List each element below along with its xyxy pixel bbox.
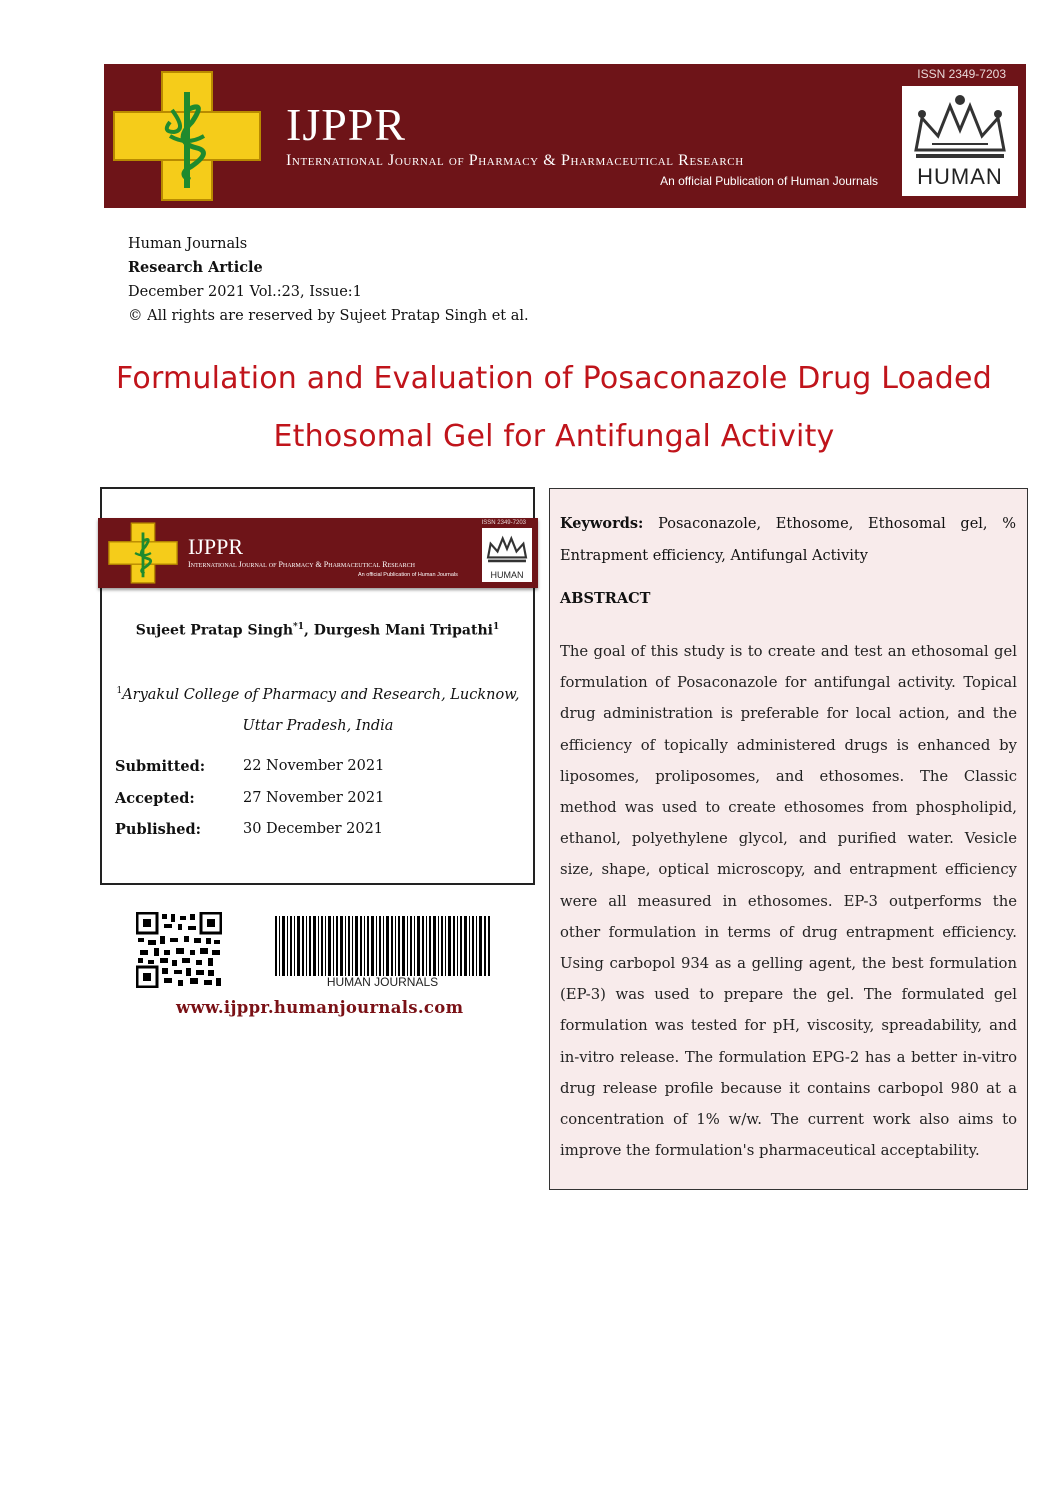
barcode-icon bbox=[275, 916, 490, 976]
pharmacy-cross-logo-icon bbox=[112, 70, 262, 202]
date-label: Submitted: bbox=[115, 758, 206, 775]
publication-dates bbox=[115, 758, 384, 853]
date-label: Accepted: bbox=[115, 789, 195, 807]
affiliation bbox=[108, 676, 528, 742]
abstract-body: The goal of this study is to create and test an ethosomal gel formulation of Posaconazole for antifungal activity. Topical drug administration is preferable for local action, and the efficiency of topically administered drugs is enhanced by liposomes, proliposomes, and ethosomes. The Classic method was used to create ethosomes from phospholipid, ethanol, polyethylene glycol, and purified water. Vesicle size, shape, optical microscopy, and entrapment efficiency were all measured in ethosomes. EP-3 outperforms the other formulation in terms of drug entrapment efficiency. Using carbopol 934 as a gelling agent, the best formulation (EP-3) was used to prepare the gel. The formulated gel formulation was tested for pH, viscosity, spreadability, and in-vitro release. The formulation EPG-2 has a better in-vitro drug release profile because it contains carbopol 980 at a concentration of 1% w/w. The current work also aims to improve the formulation's pharmaceutical acceptability. bbox=[560, 643, 1017, 1160]
date-row-published bbox=[115, 821, 384, 853]
title-line-1: Formulation and Evaluation of Posaconazole Drug Loaded bbox=[116, 361, 992, 396]
issn-label: ISSN 2349-7203 bbox=[917, 67, 1006, 81]
mini-journal-brand: IJPPR bbox=[188, 534, 244, 559]
article-title bbox=[104, 350, 1004, 466]
affil-mark: 1 bbox=[116, 686, 123, 696]
keywords-list: Posaconazole, Ethosome, Ethosomal gel, % Entrapment efficiency, Antifungal Activity bbox=[560, 516, 1016, 564]
article-meta bbox=[128, 232, 529, 328]
affil-line-2: Uttar Pradesh, India bbox=[242, 717, 394, 734]
affil-line-1: Aryakul College of Pharmacy and Research, Lucknow, bbox=[122, 686, 520, 703]
title-line-2: Ethosomal Gel for Antifungal Activity bbox=[273, 419, 835, 454]
crown-icon bbox=[902, 88, 1018, 168]
journal-website-link[interactable]: www.ijppr.humanjournals.com bbox=[176, 998, 464, 1017]
publisher-name: Human Journals bbox=[128, 236, 248, 252]
author-2: , Durgesh Mani Tripathi bbox=[304, 622, 493, 639]
mini-pharmacy-cross-logo-icon bbox=[108, 522, 178, 584]
copyright-line: © All rights are reserved by Sujeet Pratap Singh et al. bbox=[128, 308, 529, 324]
keywords bbox=[560, 508, 1016, 572]
mini-journal-official-tagline: An official Publication of Human Journals bbox=[358, 572, 458, 578]
date-value: 30 December 2021 bbox=[243, 821, 384, 837]
author-1: Sujeet Pratap Singh bbox=[135, 622, 294, 639]
mini-journal-banner bbox=[98, 518, 538, 588]
mini-human-publisher-logo bbox=[482, 528, 532, 582]
date-value: 22 November 2021 bbox=[243, 758, 385, 774]
mini-journal-full-name: International Journal of Pharmacy & Pharmaceutical Research bbox=[188, 560, 415, 569]
keywords-label: Keywords: bbox=[560, 515, 644, 532]
journal-full-name: International Journal of Pharmacy & Pharmaceutical Research bbox=[286, 152, 744, 169]
author-2-affil-mark: 1 bbox=[492, 622, 500, 632]
mini-issn-label: ISSN 2349-7203 bbox=[481, 520, 526, 526]
qr-code-icon bbox=[136, 912, 222, 988]
mini-human-logo-text: HUMAN bbox=[490, 570, 524, 580]
issue-info: December 2021 Vol.:23, Issue:1 bbox=[128, 284, 362, 300]
journal-brand: IJPPR bbox=[286, 99, 407, 150]
barcode-label: HUMAN JOURNALS bbox=[326, 975, 439, 989]
date-label: Published: bbox=[115, 821, 202, 838]
human-logo-text: HUMAN bbox=[917, 164, 1003, 189]
journal-official-tagline: An official Publication of Human Journals bbox=[660, 174, 878, 188]
author-list bbox=[100, 622, 535, 639]
abstract-heading: ABSTRACT bbox=[560, 590, 651, 607]
article-type: Research Article bbox=[128, 259, 263, 276]
date-row-submitted bbox=[115, 758, 384, 790]
human-publisher-logo bbox=[902, 86, 1018, 196]
author-1-affil-mark: *1 bbox=[293, 622, 305, 632]
mini-crown-icon bbox=[482, 528, 532, 568]
journal-banner bbox=[104, 64, 1026, 208]
date-value: 27 November 2021 bbox=[243, 789, 385, 806]
date-row-accepted bbox=[115, 790, 384, 822]
